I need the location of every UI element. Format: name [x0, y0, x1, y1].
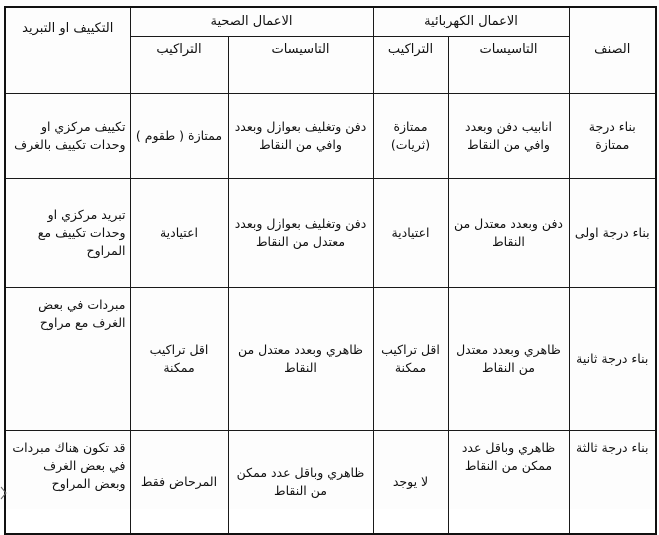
header-class: الصنف [569, 7, 656, 94]
electrical-fixtures-cell: لا يوجد [373, 431, 448, 535]
electrical-installations-cell: دفن وبعدد معتدل من النقاط [448, 179, 569, 288]
electrical-installations-cell: ظاهري وبعدد معتدل من النقاط [448, 288, 569, 431]
plumbing-installations-cell: ظاهري وباقل عدد ممكن من النقاط [228, 431, 373, 535]
plumbing-fixtures-cell: اعتيادية [130, 179, 228, 288]
cooling-cell: تكييف مركزي او وحدات تكييف بالغرف [5, 94, 130, 179]
header-electrical-fixtures: التراكيب [373, 37, 448, 94]
cooling-cell: قد تكون هناك مبردات في بعض الغرف وبعض المراوح [5, 431, 130, 535]
plumbing-installations-cell: ظاهري وبعدد معتدل من النقاط [228, 288, 373, 431]
plumbing-installations-cell: دفن وتغليف بعوازل وبعدد وافي من النقاط [228, 94, 373, 179]
class-cell: بناء درجة ممتازة [569, 94, 656, 179]
building-class-services-table [4, 6, 657, 535]
electrical-installations-cell: ظاهري وباقل عدد ممكن من النقاط [448, 431, 569, 535]
cooling-cell: مبردات في بعض الغرف مع مراوح [5, 288, 130, 431]
plumbing-fixtures-cell: ممتازة ( طقوم ) [130, 94, 228, 179]
scan-edge-mark-icon [0, 486, 8, 500]
class-cell: بناء درجة ثالثة [569, 431, 656, 535]
header-row-groups [5, 7, 656, 37]
electrical-fixtures-cell: اقل تراكيب ممكنة [373, 288, 448, 431]
table-row [5, 288, 656, 431]
plumbing-fixtures-cell: اقل تراكيب ممكنة [130, 288, 228, 431]
plumbing-installations-cell: دفن وتغليف بعوازل وبعدد معتدل من النقاط [228, 179, 373, 288]
electrical-fixtures-cell: ممتازة (ثريات) [373, 94, 448, 179]
table-row [5, 431, 656, 535]
header-plumbing-works: الاعمال الصحية [130, 7, 373, 37]
class-cell: بناء درجة اولى [569, 179, 656, 288]
electrical-fixtures-cell: اعتيادية [373, 179, 448, 288]
header-plumbing-fixtures: التراكيب [130, 37, 228, 94]
electrical-installations-cell: انابيب دفن وبعدد وافي من النقاط [448, 94, 569, 179]
cooling-cell: تبريد مركزي او وحدات تكييف مع المراوح [5, 179, 130, 288]
class-cell: بناء درجة ثانية [569, 288, 656, 431]
header-electrical-works: الاعمال الكهربائية [373, 7, 569, 37]
header-electrical-installations: التاسيسات [448, 37, 569, 94]
header-plumbing-installations: التاسيسات [228, 37, 373, 94]
table-row [5, 94, 656, 179]
table-row [5, 179, 656, 288]
plumbing-fixtures-cell: المرحاض فقط [130, 431, 228, 535]
header-cooling: التكييف او التبريد [5, 7, 130, 94]
